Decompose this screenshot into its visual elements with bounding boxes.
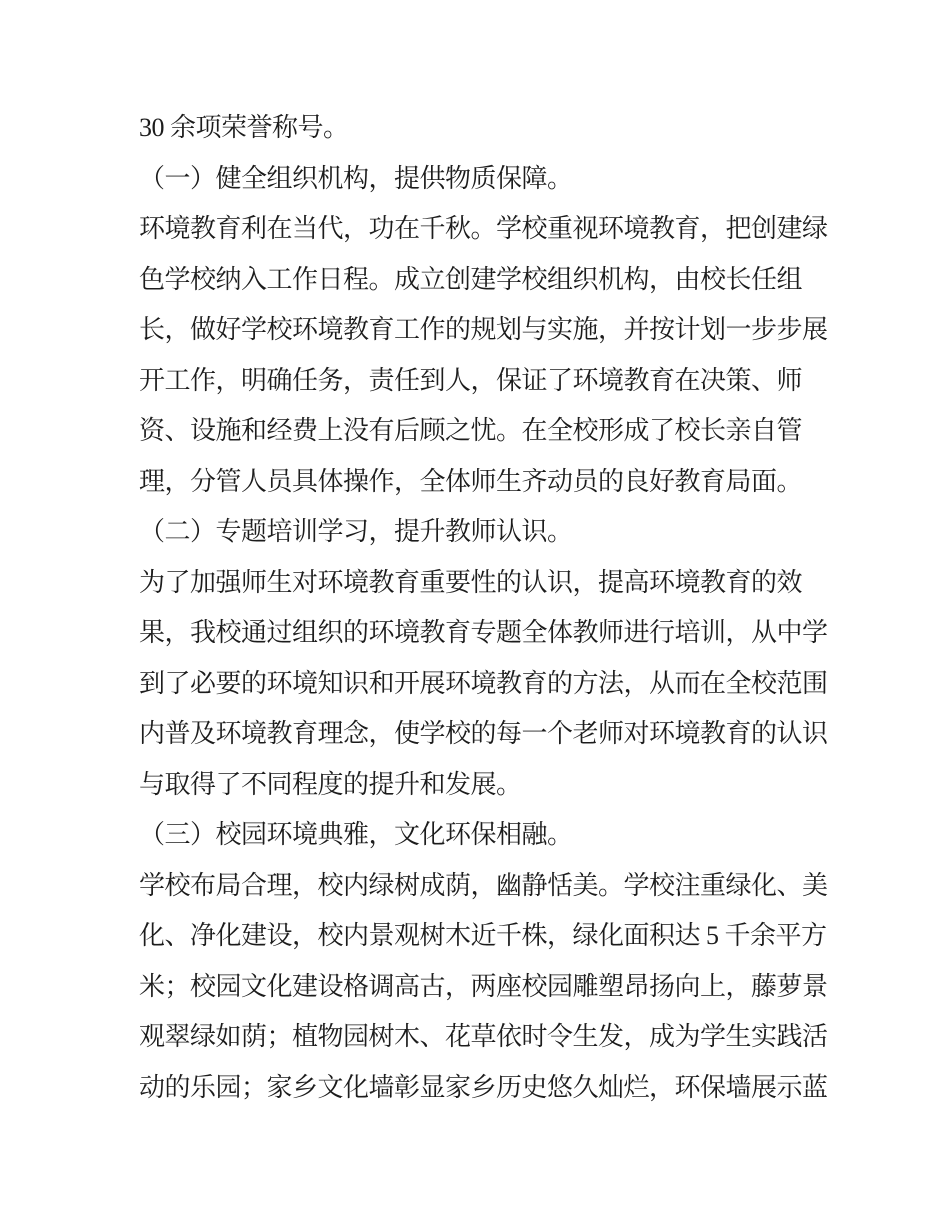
text-line: 与取得了不同程度的提升和发展。 bbox=[139, 769, 522, 799]
section-heading-line: （三）校园环境典雅，文化环保相融。 bbox=[139, 820, 573, 849]
section-heading-line: （一）健全组织机构，提供物质保障。 bbox=[139, 163, 573, 193]
text-line: 资、设施和经费上没有后顾之忧。在全校形成了校长亲自管 bbox=[139, 416, 803, 445]
section-heading-line: （二）专题培训学习，提升教师认识。 bbox=[139, 517, 573, 546]
text-line: 到了必要的环境知识和开展环境教育的方法，从而在全校范围 bbox=[139, 668, 828, 698]
text-line: 内普及环境教育理念，使学校的每一个老师对环境教育的认识 bbox=[139, 719, 828, 748]
text-line: 学校布局合理，校内绿树成荫，幽静恬美。学校注重绿化、美 bbox=[139, 870, 828, 900]
text-line: 色学校纳入工作日程。成立创建学校组织机构，由校长任组 bbox=[139, 264, 803, 294]
text-line: 理，分管人员具体操作，全体师生齐动员的良好教育局面。 bbox=[139, 466, 803, 496]
text-line: 观翠绿如荫；植物园树木、花草依时令生发，成为学生实践活 bbox=[139, 1022, 828, 1051]
text-line: 长，做好学校环境教育工作的规划与实施，并按计划一步步展 bbox=[139, 315, 828, 344]
text-line: 米；校园文化建设格调高古，两座校园雕塑昂扬向上，藤萝景 bbox=[139, 971, 828, 1001]
text-line: 环境教育利在当代，功在千秋。学校重视环境教育，把创建绿 bbox=[139, 214, 828, 243]
text-line: 30 余项荣誉称号。 bbox=[139, 113, 349, 142]
text-line: 开工作，明确任务，责任到人，保证了环境教育在决策、师 bbox=[139, 365, 803, 395]
text-line: 果，我校通过组织的环境教育专题全体教师进行培训，从中学 bbox=[139, 618, 828, 647]
text-line: 动的乐园；家乡文化墙彰显家乡历史悠久灿烂，环保墙展示蓝 bbox=[139, 1072, 828, 1102]
text-line: 为了加强师生对环境教育重要性的认识，提高环境教育的效 bbox=[139, 567, 803, 597]
document-text-block bbox=[139, 103, 859, 1113]
text-line: 化、净化建设，校内景观树木近千株，绿化面积达 5 千余平方 bbox=[139, 921, 827, 950]
